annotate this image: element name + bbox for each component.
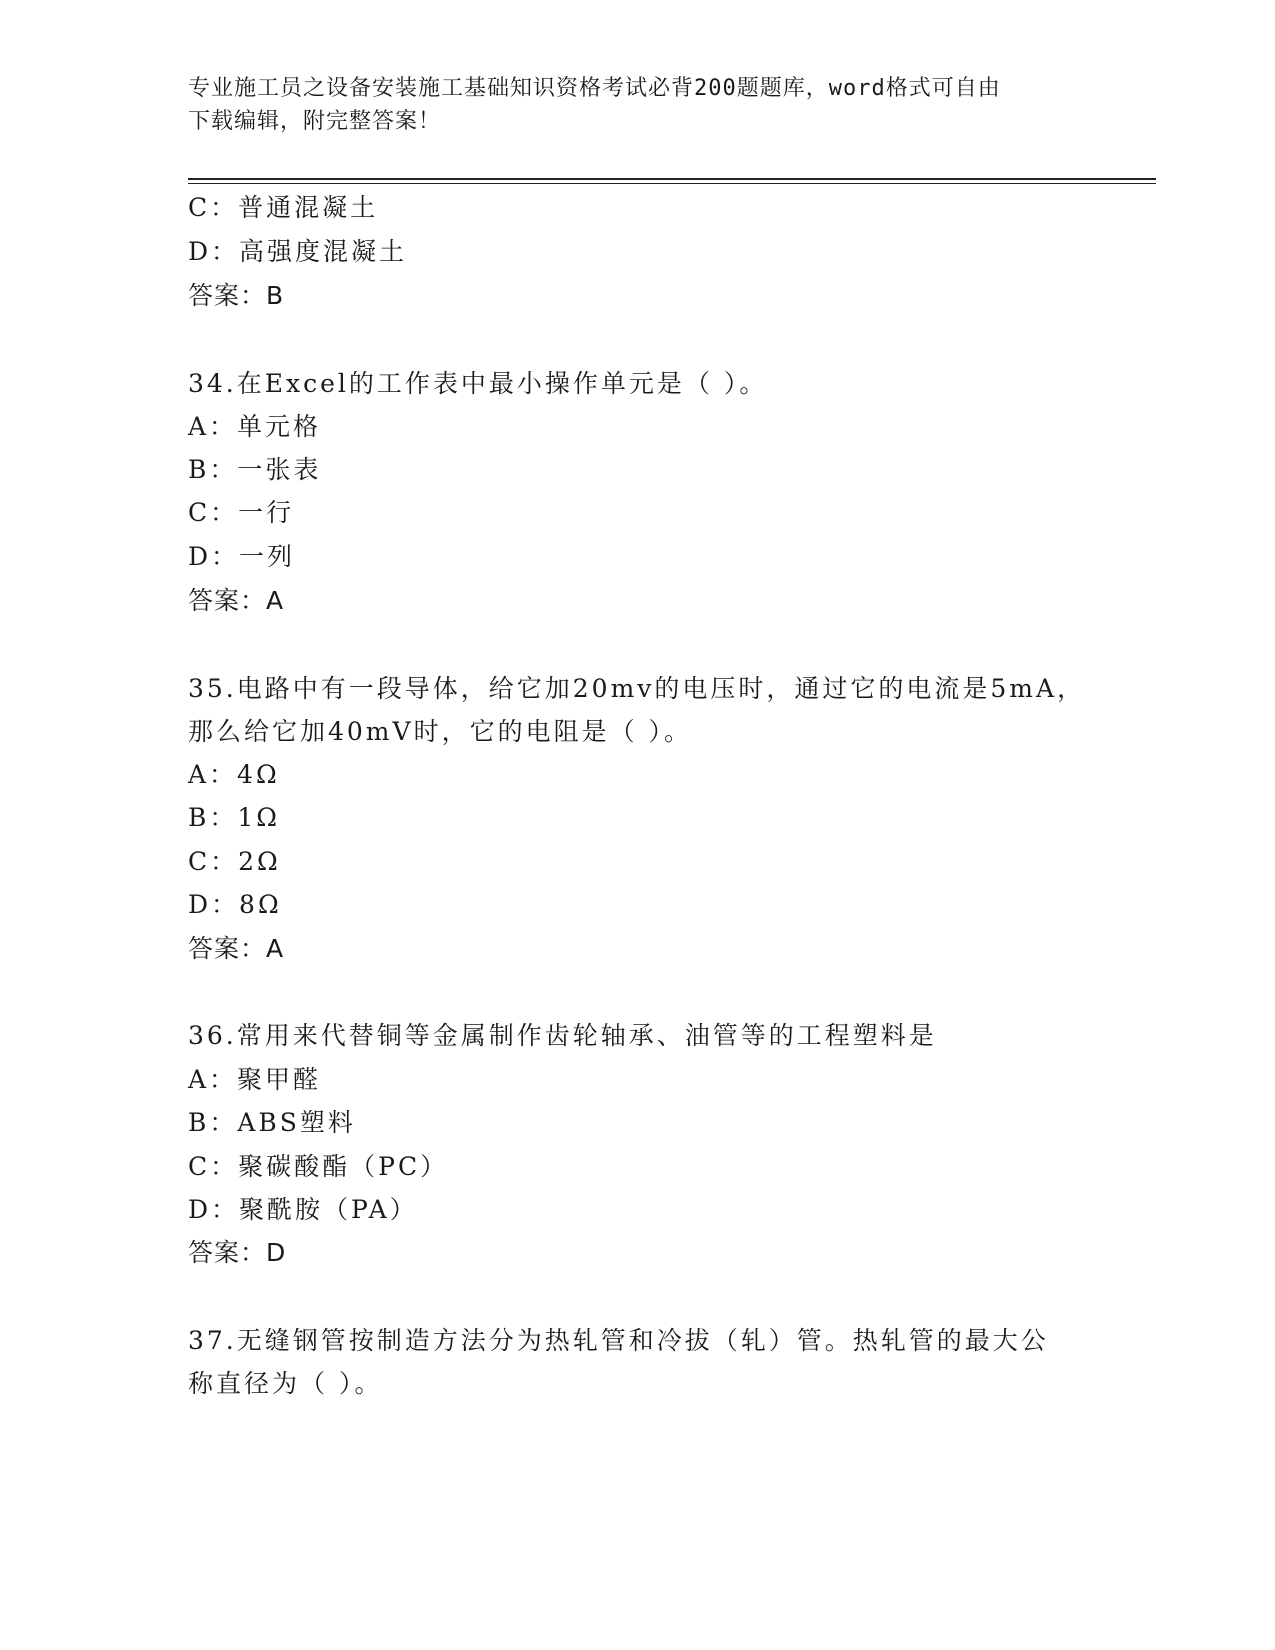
q36-answer: 答案：D	[188, 1238, 287, 1267]
q35-answer: 答案：A	[188, 934, 285, 963]
header-divider-thick	[188, 178, 1156, 180]
q34-stem: 34.在Excel的工作表中最小操作单元是（ ）。	[188, 369, 768, 398]
q35-stem-line-1: 35.电路中有一段导体，给它加20mv的电压时，通过它的电流是5mA，	[188, 674, 1086, 703]
q36-option-d: D：聚酰胺（PA）	[188, 1195, 418, 1224]
q34-option-c: C：一行	[188, 498, 295, 527]
q36-stem: 36.常用来代替铜等金属制作齿轮轴承、油管等的工程塑料是	[188, 1021, 937, 1050]
prev-answer: 答案：B	[188, 281, 285, 310]
q37-stem-line-2: 称直径为（ ）。	[188, 1369, 383, 1398]
q35-option-d: D：8Ω	[188, 890, 282, 919]
q35-stem-line-2: 那么给它加40mV时，它的电阻是（ ）。	[188, 717, 693, 746]
q36-option-c: C：聚碳酸酯（PC）	[188, 1152, 449, 1181]
prev-option-d: D：高强度混凝土	[188, 237, 408, 266]
q36-option-a: A：聚甲醛	[188, 1065, 322, 1094]
q34-option-b: B：一张表	[188, 455, 322, 484]
header-divider-thin	[188, 183, 1156, 184]
prev-option-c: C：普通混凝土	[188, 193, 379, 222]
q34-option-d: D：一列	[188, 542, 296, 571]
q36-option-b: B：ABS塑料	[188, 1108, 356, 1137]
document-header	[188, 72, 1088, 138]
q34-option-a: A：单元格	[188, 412, 322, 441]
q35-option-a: A：4Ω	[188, 760, 280, 789]
q35-option-b: B：1Ω	[188, 803, 281, 832]
q37-stem-line-1: 37.无缝钢管按制造方法分为热轧管和冷拔（轧）管。热轧管的最大公	[188, 1326, 1049, 1355]
header-line-1: 专业施工员之设备安装施工基础知识资格考试必背200题题库，word格式可自由	[188, 76, 1001, 101]
q34-answer: 答案：A	[188, 586, 285, 615]
q35-option-c: C：2Ω	[188, 847, 281, 876]
header-line-2: 下载编辑，附完整答案！	[188, 109, 442, 134]
